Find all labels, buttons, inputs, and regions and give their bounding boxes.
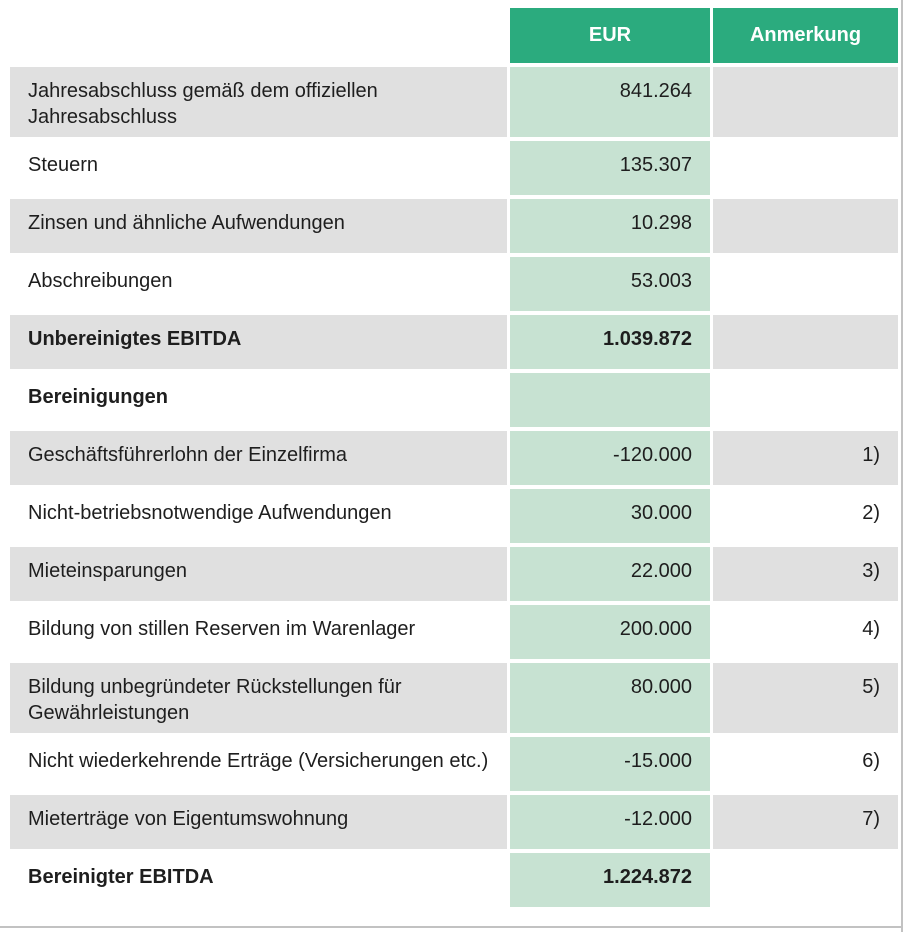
row-label: Bildung unbegründeter Rückstellungen für Gewährleistungen xyxy=(10,663,507,733)
eur-value: 10.298 xyxy=(510,199,710,253)
page-edge-horizontal xyxy=(0,926,901,928)
eur-value: 80.000 xyxy=(510,663,710,733)
anmerkung-value xyxy=(713,315,898,369)
header-row xyxy=(10,8,898,63)
table-row xyxy=(10,257,898,311)
table-row xyxy=(10,67,898,137)
eur-value: 1.224.872 xyxy=(510,853,710,907)
anmerkung-value: 3) xyxy=(713,547,898,601)
table-row xyxy=(10,199,898,253)
table-row xyxy=(10,373,898,427)
table-row xyxy=(10,605,898,659)
anmerkung-value: 5) xyxy=(713,663,898,733)
row-label: Unbereinigtes EBITDA xyxy=(10,315,507,369)
row-label: Mieterträge von Eigentumswohnung xyxy=(10,795,507,849)
column-header-eur: EUR xyxy=(510,8,710,63)
table-row xyxy=(10,795,898,849)
anmerkung-value xyxy=(713,199,898,253)
table-row xyxy=(10,663,898,733)
table-row xyxy=(10,315,898,369)
row-label: Mieteinsparungen xyxy=(10,547,507,601)
anmerkung-value xyxy=(713,67,898,137)
eur-value xyxy=(510,373,710,427)
row-label: Abschreibungen xyxy=(10,257,507,311)
anmerkung-value xyxy=(713,141,898,195)
eur-value: 841.264 xyxy=(510,67,710,137)
anmerkung-value xyxy=(713,257,898,311)
anmerkung-value: 7) xyxy=(713,795,898,849)
eur-value: 1.039.872 xyxy=(510,315,710,369)
anmerkung-value: 1) xyxy=(713,431,898,485)
anmerkung-value: 2) xyxy=(713,489,898,543)
anmerkung-value: 6) xyxy=(713,737,898,791)
row-label: Bereinigter EBITDA xyxy=(10,853,507,907)
eur-value: 22.000 xyxy=(510,547,710,601)
row-label: Zinsen und ähnliche Aufwendungen xyxy=(10,199,507,253)
table-row xyxy=(10,853,898,907)
row-label: Bildung von stillen Reserven im Warenlager xyxy=(10,605,507,659)
eur-value: -12.000 xyxy=(510,795,710,849)
table-row xyxy=(10,737,898,791)
eur-value: 200.000 xyxy=(510,605,710,659)
eur-value: 135.307 xyxy=(510,141,710,195)
anmerkung-value xyxy=(713,373,898,427)
row-label: Nicht-betriebsnotwendige Aufwendungen xyxy=(10,489,507,543)
row-label: Nicht wiederkehrende Erträge (Versicherungen etc.) xyxy=(10,737,507,791)
anmerkung-value xyxy=(713,853,898,907)
eur-value: 53.003 xyxy=(510,257,710,311)
eur-value: -120.000 xyxy=(510,431,710,485)
eur-value: -15.000 xyxy=(510,737,710,791)
row-label: Bereinigungen xyxy=(10,373,507,427)
table-row xyxy=(10,489,898,543)
table-row xyxy=(10,547,898,601)
page-edge-vertical xyxy=(901,0,903,932)
row-label: Jahresabschluss gemäß dem offiziellen Jahresabschluss xyxy=(10,67,507,137)
row-label: Steuern xyxy=(10,141,507,195)
table-row xyxy=(10,431,898,485)
anmerkung-value: 4) xyxy=(713,605,898,659)
ebitda-table xyxy=(7,4,901,911)
table-row xyxy=(10,141,898,195)
column-header-blank xyxy=(10,8,507,63)
row-label: Geschäftsführerlohn der Einzelfirma xyxy=(10,431,507,485)
eur-value: 30.000 xyxy=(510,489,710,543)
column-header-anmerkung: Anmerkung xyxy=(713,8,898,63)
